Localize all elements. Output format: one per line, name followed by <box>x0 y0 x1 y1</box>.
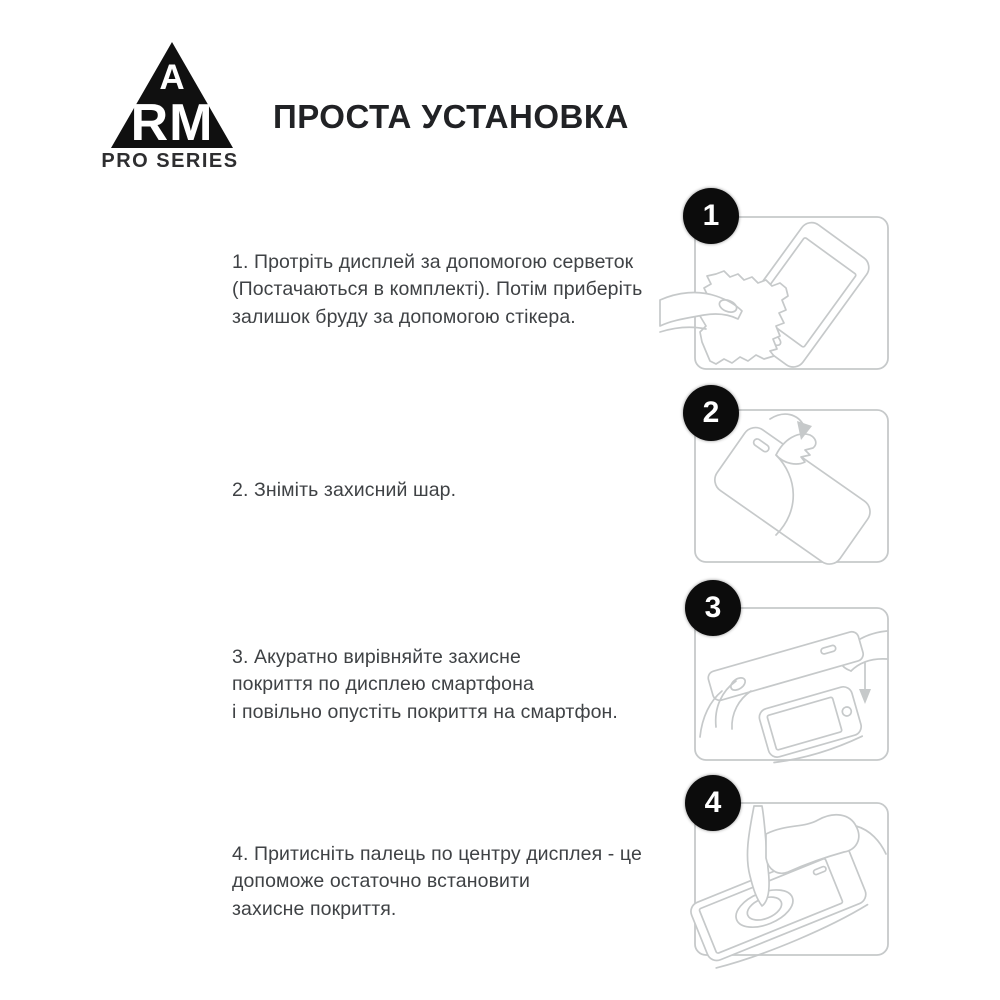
step3-number-badge: 3 <box>685 580 741 636</box>
brand-logo <box>95 35 245 180</box>
step1-line1: 1. Протріть дисплей за допомогою серветок <box>232 251 634 273</box>
step4-line1: 4. Притисніть палець по центру дисплея - це <box>232 843 642 865</box>
step1-line2: (Постачаються в комплекті). Потім приберіть <box>232 278 643 301</box>
step4-number-badge: 4 <box>685 775 741 831</box>
step3-illustration-align-protector-over-phone <box>658 605 898 769</box>
step3-line3: і повільно опустіть покриття на смартфон. <box>232 700 618 723</box>
step3-line1: 3. Акуратно вирівняйте захисне <box>232 646 521 668</box>
logo-letter-a: A <box>159 58 185 97</box>
step4-line3: захисне покриття. <box>232 897 397 920</box>
step1-text <box>232 249 642 331</box>
step2-text <box>232 477 456 504</box>
cleaning-cloth <box>700 271 788 364</box>
step1-number-badge: 1 <box>683 188 739 244</box>
logo-series-label: PRO SERIES <box>101 150 239 172</box>
page-title: ПРОСТА УСТАНОВКА <box>273 98 629 135</box>
step4-text <box>232 841 642 923</box>
step4-illustration-press-finger-on-center <box>658 800 898 964</box>
step4-line2: допоможе остаточно встановити <box>232 870 531 893</box>
step3-text <box>232 644 618 726</box>
logo-letters-rm: RM <box>130 94 214 152</box>
step2-number-badge: 2 <box>683 385 739 441</box>
step1-line3: залишок бруду за допомогою стікера. <box>232 305 576 328</box>
step2-line1: 2. Зніміть захисний шар. <box>232 479 457 501</box>
step3-line2: покриття по дисплею смартфона <box>232 673 534 696</box>
